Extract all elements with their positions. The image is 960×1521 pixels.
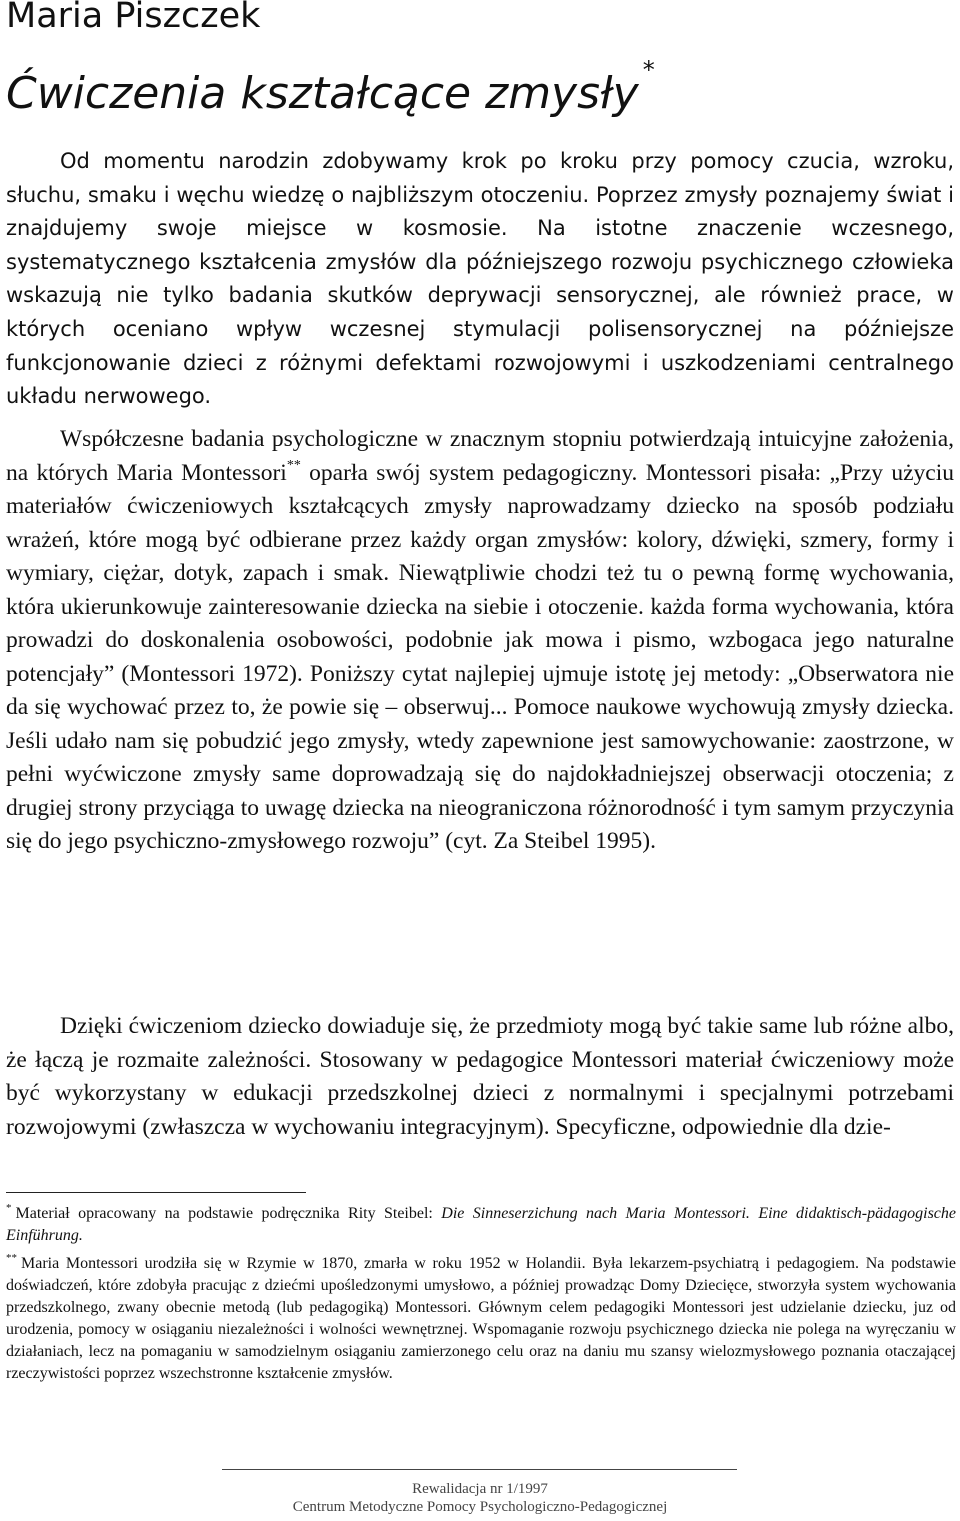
footnote-1-title: Die Sinneserzichung nach Maria Montessori. Eine didaktisch-pädagogische Einführung.	[6, 1205, 957, 1244]
footnote-separator	[6, 1192, 306, 1193]
paragraph-1-text: Od momentu narodzin zdobywamy krok po kroku przy pomocy czucia, wzroku, słuchu, smaku i węchu wiedzę o najbliższym otoczeniu. Poprzez zmysły poznajemy świat i znajdujemy swoje miejsce w kosmosie. Na istotne znaczenie wczesnego, systematycznego kształcenia zmysłów dla późniejszego rozwoju psychicznego człowieka wskazują nie tylko badania skutków deprywacji sensorycznej, ale również prace, w których oceniano wpływ wczesnej stymulacji polisensorycznej na późniejsze funkcjonowanie dzieci z różnymi defektami rozwojowymi i uszkodzeniami centralnego układu nerwowego.	[6, 149, 954, 409]
title-text: Ćwiczenia kształcące zmysły	[6, 68, 639, 119]
author-name: Maria Piszczek	[6, 0, 261, 36]
paragraph-1	[6, 145, 954, 414]
paragraph-2-text-a: Współczesne badania psychologiczne w znacznym stopniu potwierdzają intuicyjne założenia, na których Maria Montessori	[6, 426, 954, 486]
footer-rule	[222, 1469, 737, 1470]
footnote-2-text: Maria Montessori urodziła się w Rzymie w 1870, zmarła w roku 1952 w Holandii. Była lekarzem-psychiatrą i pedagogiem. Na podstawie doświadczeń, które zdobyła pracując z dziećmi upośledzonymi umysłowo, a później prowadząc Domy Dziecięce, stworzyła system wychowania przedszkolnego, zwany obecnie metodą (lub pedagogiką) Montessori. Głównym celem pedagogiki Montessori jest udzielanie dziecku, juz od urodzenia, pomocy w osiąganiu niezależności i wolności wewnętrznej. Wspomaganie rozwoju psychicznego dziecka nie polega na wyręczaniu w działaniach, lecz na pomaganiu w samodzielnym osiąganiu zamierzonego celu oraz na daniu mu szansy wielozmysłowego poznania otaczającej rzeczywistości poprzez wszechstronne kształcenie zmysłów.	[6, 1255, 956, 1382]
footnote-1-text: Materiał opracowany na podstawie podręcznika Rity Steibel:	[15, 1205, 442, 1222]
paragraph-3	[6, 1010, 954, 1144]
footnote-2	[6, 1253, 956, 1385]
paragraph-3-text: Dzięki ćwiczeniom dziecko dowiaduje się, że przedmioty mogą być takie same lub różne albo, że łączą je rozmaite zależności. Stosowany w pedagogice Montessori materiał ćwiczeniowy może być wykorzystany w edukacji przedszkolnej dzieci z normalnymi i specjalnymi potrzebami rozwojowymi (zwłaszcza w wychowaniu integracyjnym). Specyficzne, odpowiednie dla dzie-	[6, 1013, 954, 1140]
page-title	[6, 56, 655, 119]
footnote-ref-mark: **	[286, 457, 301, 473]
footnote-1	[6, 1203, 956, 1247]
footer-line-2: Centrum Metodyczne Pomocy Psychologiczno-Pedagogicznej	[292, 1499, 668, 1515]
footnote-1-mark: *	[6, 1201, 12, 1214]
footer-line-1: Rewalidacja nr 1/1997	[412, 1481, 548, 1497]
footnote-2-mark: **	[6, 1251, 17, 1264]
paragraph-2-text-b: oparła swój system pedagogiczny. Montessori pisała: „Przy użyciu materiałów ćwiczeniowych kształcących zmysły naprowadzamy dziecko na sposób podziału wrażeń, które mogą być odbierane przez każdy organ zmysłów: kolory, dźwięki, szmery, formy i wymiary, ciężar, dotyk, zapach i smak. Niewątpliwie chodzi też tu o pewną formę wychowania, która ukierunkowuje zainteresowanie dziecka na siebie i otoczenie. każda forma wychowania, która prowadzi do doskonalenia osobowości, podobnie jak mowa i pismo, wzbogaca jego naturalne potencjały” (Montessori 1972). Poniższy cytat najlepiej ujmuje istotę jej metody: „Obserwatora nie da się wychować przez to, że powie się – obserwuj... Pomoce naukowe wychowują zmysły dziecka. Jeśli udało nam się pobudzić jego zmysły, wtedy zapewnione jest samowychowanie: zaostrzone, w pełni wyćwiczone zmysły same doprowadzają się do najdokładniejszej obserwacji otoczenia; z drugiej strony przyciąga to uwagę dziecka na nieograniczona różnorodność i tym samym przyczynia się do jego psychiczno-zmysłowego rozwoju” (cyt. Za Steibel 1995).	[6, 459, 955, 854]
paragraph-2	[6, 423, 954, 859]
title-footnote-mark: *	[642, 56, 655, 85]
